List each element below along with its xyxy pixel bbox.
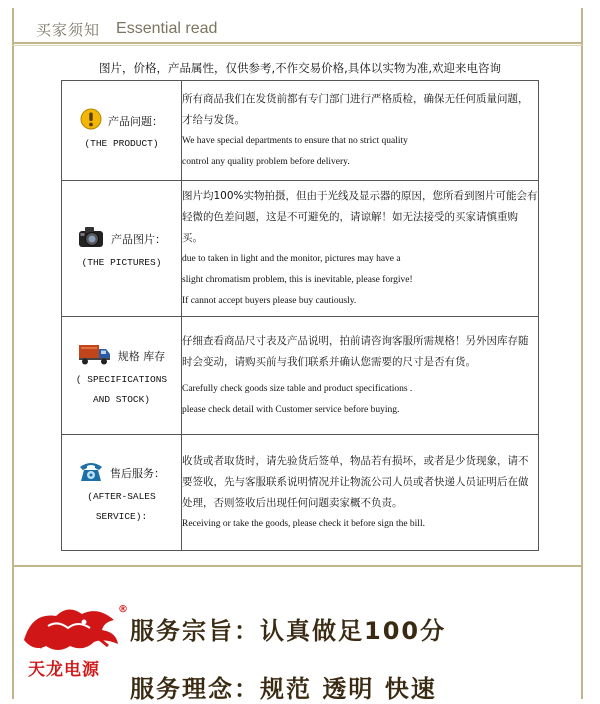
slogan-2: 服务理念：规范 透明 快速: [130, 675, 437, 703]
section-text-en: slight chromatism problem, this is inevitable, please forgive!: [182, 274, 413, 285]
dragon-icon: [18, 600, 126, 656]
section-text-cn: 收货或者取货时，请先验货后签单，物品若有损坏，或者是少货现象，请不要签收，先与客服联系说明情况并让物流公司人员或者快递人员证明后在做处理，否则签收后出现任何问题卖家概不负责。: [182, 454, 529, 509]
section-text-en: please check detail with Customer service before buying.: [182, 404, 400, 415]
label-cell: [62, 317, 182, 435]
section-label-en: ( SPECIFICATIONS AND STOCK): [75, 373, 168, 405]
table-row: [62, 181, 539, 317]
section-text-cn: 仔细查看商品尺寸表及产品说明，拍前请咨询客服所需规格！另外因库存随时会变动，请购买前与我们联系并确认您需要的尺寸是否有货。: [182, 334, 529, 368]
table-row: [62, 81, 539, 181]
registered-mark: ®: [118, 604, 128, 615]
section-text-en: due to taken in light and the monitor, pictures may have a: [182, 253, 401, 264]
section-text-cn: 图片均100%实物拍摄，但由于光线及显示器的原因，您所看到图片可能会有轻微的色差问题，这是不可避免的，请谅解！如无法接受的买家请慎重购买。: [182, 189, 538, 244]
camera-icon: [77, 225, 105, 253]
header: [14, 12, 581, 42]
section-text-cn: 所有商品我们在发货前都有专门部门进行严格质检，确保无任何质量问题，才给与发货。: [182, 92, 529, 126]
section-label-cn: 产品图片：: [111, 232, 166, 246]
section-text-en: Carefully check goods size table and product specifications .: [182, 383, 413, 394]
section-label-cn: 产品问题：: [108, 114, 163, 128]
table-row: [62, 435, 539, 551]
section-label-en: (THE PRODUCT): [84, 137, 159, 149]
header-divider-thin: [12, 45, 583, 46]
section-text-en: Receiving or take the goods, please check it before sign the bill.: [182, 518, 425, 529]
bottom-divider: [12, 565, 583, 567]
section-label-en: (AFTER-SALES SERVICE):: [87, 490, 156, 522]
header-title: [36, 17, 217, 41]
content-cell: [182, 317, 539, 435]
section-text-en: We have special departments to ensure that no strict quality: [182, 135, 408, 146]
phone-icon: [78, 459, 104, 487]
brand-logo: [18, 600, 126, 656]
content-cell: [182, 181, 539, 317]
section-text-en: control any quality problem before delivery.: [182, 156, 350, 167]
label-cell: [62, 435, 182, 551]
title-cn: 买家须知: [36, 20, 101, 39]
brand-name: 天龙电源: [28, 660, 100, 680]
table-row: [62, 317, 539, 435]
label-cell: [62, 181, 182, 317]
header-divider: [12, 42, 583, 44]
slogan-1: 服务宗旨：认真做足100分: [130, 617, 447, 645]
label-cell: [62, 81, 182, 181]
title-en: Essential read: [116, 20, 218, 37]
notice-text: 图片，价格，产品属性，仅供参考,不作交易价格,具体以实物为准,欢迎来电咨询: [99, 61, 501, 75]
truck-icon: [78, 342, 112, 370]
section-label-cn: 规格 库存: [117, 349, 166, 363]
content-cell: [182, 81, 539, 181]
section-label-en: (THE PICTURES): [81, 256, 162, 268]
section-text-en: If cannot accept buyers please buy cautiously.: [182, 295, 357, 306]
section-label-cn: 售后服务：: [110, 466, 165, 480]
content-cell: [182, 435, 539, 551]
info-table: [61, 80, 539, 551]
warning-icon: [80, 108, 102, 134]
